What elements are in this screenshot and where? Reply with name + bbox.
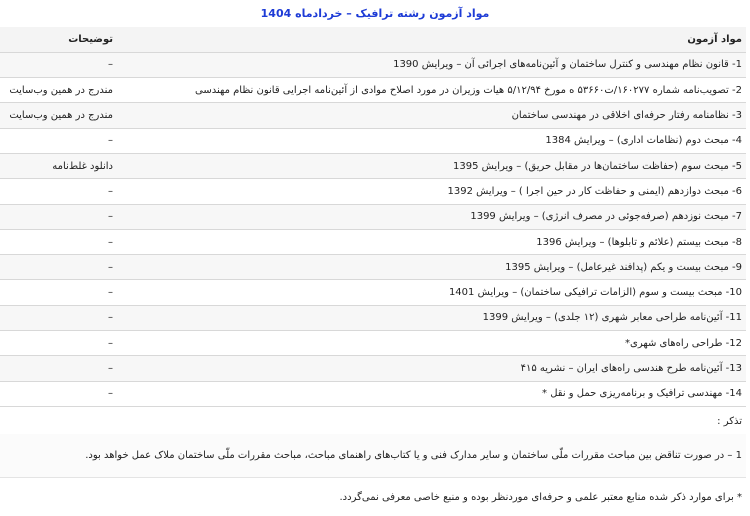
note-cell: – bbox=[0, 331, 117, 356]
note-cell: مندرج در همین وب‌سایت bbox=[0, 103, 117, 128]
table-row bbox=[0, 103, 746, 128]
topic-cell: 3- نظامنامه رفتار حرفه‌ای اخلاقی در مهندسی ساختمان bbox=[117, 103, 746, 128]
topic-cell: 14- مهندسی ترافیک و برنامه‌ریزی حمل و نقل * bbox=[117, 381, 746, 406]
table-row bbox=[0, 280, 746, 305]
note-line-2: * برای موارد ذکر شده منابع معتبر علمی و حرفه‌ای موردنظر بوده و منبع خاصی معرفی نمی‌گردد. bbox=[339, 492, 742, 503]
table-row bbox=[0, 331, 746, 356]
note-cell: – bbox=[0, 305, 117, 330]
note-line-1: 1 – در صورت تناقض بین مباحث مقررات ملّی ساختمان و سایر مدارک فنی و یا کتاب‌های راهنمای مباحث، مباحث مقررات ملّی ساختمان ملاک عمل خواهد بود. bbox=[0, 434, 746, 478]
note-cell: – bbox=[0, 381, 117, 406]
note-cell: – bbox=[0, 204, 117, 229]
table-row bbox=[0, 78, 746, 103]
topic-cell: 5- مبحث سوم (حفاظت ساختمان‌ها در مقابل حریق) – ویرایش 1395 bbox=[117, 153, 746, 178]
topic-cell: 9- مبحث بیست و یکم (پدافند غیرعامل) – ویرایش 1395 bbox=[117, 255, 746, 280]
note-cell: مندرج در همین وب‌سایت bbox=[0, 78, 117, 103]
notes-section bbox=[0, 410, 746, 516]
notes-heading: تذکر : bbox=[717, 416, 742, 427]
table-row bbox=[0, 52, 746, 77]
topic-cell: 11- آئین‌نامه طراحی معابر شهری (۱۲ جلدی) – ویرایش 1399 bbox=[117, 305, 746, 330]
note-cell: – bbox=[0, 229, 117, 254]
page-title: مواد آزمون رشته ترافیک – خردادماه 1404 bbox=[260, 6, 490, 20]
table-row bbox=[0, 179, 746, 204]
note-cell: – bbox=[0, 280, 117, 305]
topic-cell: 6- مبحث دوازدهم (ایمنی و حفاظت کار در حین اجرا ) – ویرایش 1392 bbox=[117, 179, 746, 204]
topic-cell: 2- تصویب‌نامه شماره ۱۶۰۲۷۷/ت۵۳۶۶۰ ه مورخ ۵/۱۲/۹۴ هیات وزیران در مورد اصلاح موادی از آئین‌نامه اجرایی قانون نظام مهندسی bbox=[117, 78, 746, 103]
topic-cell: 1- قانون نظام مهندسی و کنترل ساختمان و آئین‌نامه‌های اجرائی آن – ویرایش 1390 bbox=[117, 52, 746, 77]
topic-cell: 4- مبحث دوم (نظامات اداری) – ویرایش 1384 bbox=[117, 128, 746, 153]
table-row bbox=[0, 255, 746, 280]
exam-topics-table bbox=[0, 27, 746, 407]
table-row bbox=[0, 381, 746, 406]
table-header-row bbox=[0, 27, 746, 52]
topic-cell: 10- مبحث بیست و سوم (الزامات ترافیکی ساختمان) – ویرایش 1401 bbox=[117, 280, 746, 305]
errata-download-link[interactable]: دانلود غلط‌نامه bbox=[0, 153, 117, 178]
table-row bbox=[0, 204, 746, 229]
note-cell: – bbox=[0, 52, 117, 77]
note-cell: – bbox=[0, 356, 117, 381]
topic-cell: 13- آئین‌نامه طرح هندسی راه‌های ایران – نشریه ۴۱۵ bbox=[117, 356, 746, 381]
table-row bbox=[0, 153, 746, 178]
header-note: توضیحات bbox=[0, 27, 117, 52]
topic-cell: 12- طراحی راه‌های شهری* bbox=[117, 331, 746, 356]
header-topic: مواد آزمون bbox=[117, 27, 746, 52]
page-title-bar bbox=[0, 0, 750, 26]
table-row bbox=[0, 305, 746, 330]
table-row bbox=[0, 229, 746, 254]
table-row bbox=[0, 356, 746, 381]
topic-cell: 8- مبحث بیستم (علائم و تابلوها) – ویرایش 1396 bbox=[117, 229, 746, 254]
table-row bbox=[0, 128, 746, 153]
note-cell: – bbox=[0, 255, 117, 280]
topic-cell: 7- مبحث نوزدهم (صرفه‌جوئی در مصرف انرژی) – ویرایش 1399 bbox=[117, 204, 746, 229]
note-cell: – bbox=[0, 179, 117, 204]
note-cell: – bbox=[0, 128, 117, 153]
